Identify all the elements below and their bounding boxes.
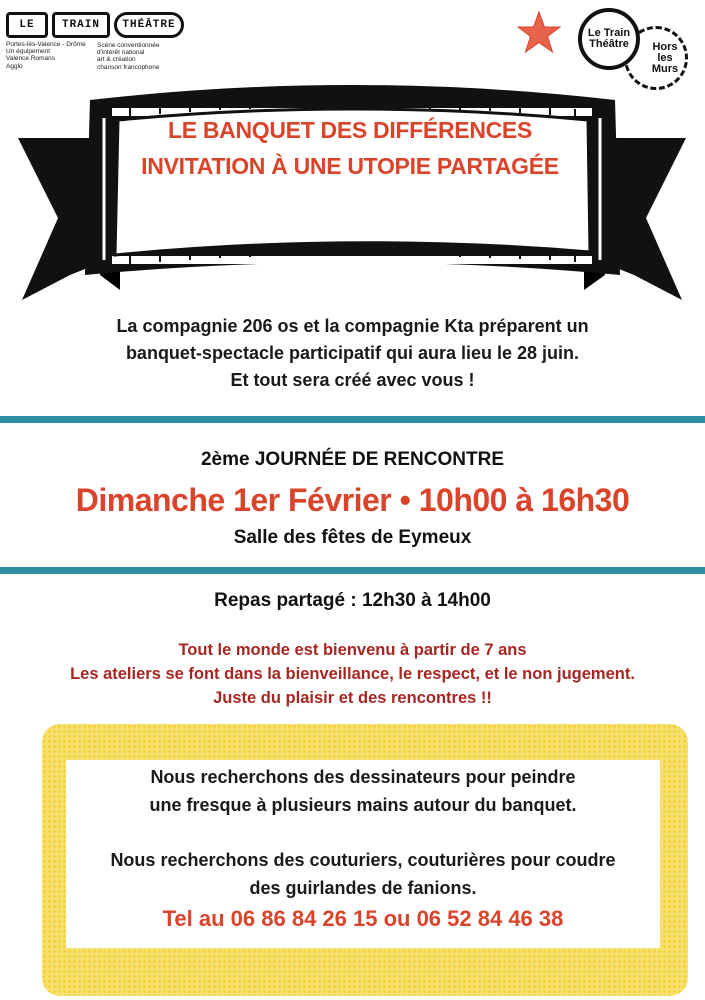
callout-sewers-line2: des guirlandes de fanions. [249,878,477,898]
banner-title-line2: INVITATION À UNE UTOPIE PARTAGÉE [141,153,559,179]
banner-title [110,112,590,184]
callout-drawers-line1: Nous recherchons des dessinateurs pour peindre [150,767,576,787]
event-date: Dimanche 1er Février • 10h00 à 16h30 [75,482,630,518]
divider-bottom [0,567,705,574]
callout-sewers [70,846,656,902]
phone-contact: Tel au 06 86 84 26 15 ou 06 52 84 46 38 [162,906,564,931]
logo-word-theatre: THÉÂTRE [114,12,184,38]
callout-drawers [70,763,656,819]
intro-line2: banquet-spectacle participatif qui aura lieu le 28 juin. [125,343,580,363]
banner-title-line1: LE BANQUET DES DIFFÉRENCES [167,117,533,143]
callout-sewers-line1: Nous recherchons des couturiers, couturières pour coudre [110,850,616,870]
welcome-line3: Juste du plaisir et des rencontres !! [213,689,492,707]
logo-subtitle-label: Scène conventionnée d'intérêt national art & création chanson francophone [97,42,160,71]
intro-line1: La compagnie 206 os et la compagnie Kta préparent un [116,316,589,336]
event-subtitle: 2ème JOURNÉE DE RENCONTRE [200,449,505,470]
welcome-line2: Les ateliers se font dans la bienveillance, le respect, et le non jugement. [70,665,635,683]
banner-ribbon [0,60,705,320]
star-icon [516,10,562,56]
train-theatre-logo [6,12,184,38]
callout-drawers-line2: une fresque à plusieurs mains autour du banquet. [149,795,577,815]
event-place: Salle des fêtes de Eymeux [233,527,472,548]
le-train-theatre-badge: Le Train Théâtre [578,8,640,70]
intro-line3: Et tout sera créé avec vous ! [230,370,475,390]
logo-subtitle-location: Portes-lès-Valence - Drôme Un équipement Valence Romans Agglo [6,41,86,70]
intro-text [40,313,665,394]
logo-word-train: TRAIN [52,12,110,38]
welcome-text [20,638,685,710]
welcome-line1: Tout le monde est bienvenu à partir de 7 ans [178,641,527,659]
hors-les-murs-badge: Hors les Murs [624,26,688,90]
repas-text: Repas partagé : 12h30 à 14h00 [214,590,491,611]
logo-word-le: LE [6,12,48,38]
divider-top [0,416,705,423]
